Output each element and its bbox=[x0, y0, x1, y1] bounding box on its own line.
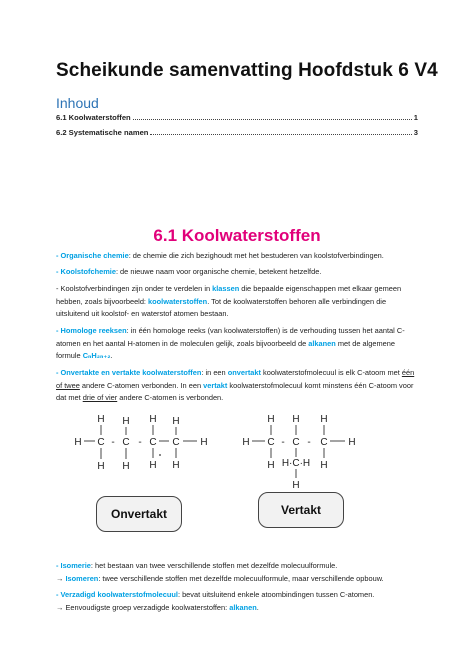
text-run: . bbox=[110, 351, 113, 360]
svg-text:H: H bbox=[172, 460, 180, 471]
svg-text:H: H bbox=[122, 416, 130, 427]
svg-text:-: - bbox=[111, 437, 115, 448]
svg-text:H: H bbox=[74, 437, 82, 448]
definition: : de chemie die zich bezighoudt met het bestuderen van koolstofverbindingen. bbox=[128, 251, 384, 260]
svg-text:C: C bbox=[122, 437, 130, 448]
svg-text:H: H bbox=[320, 460, 328, 471]
term: Verzadigd koolwaterstofmolecuul bbox=[60, 590, 178, 599]
text-run: : bevat uitsluitend enkele atoombindingen tussen C-atomen. bbox=[177, 590, 375, 599]
svg-text:H: H bbox=[200, 437, 208, 448]
unbranched-butane-structure bbox=[74, 414, 207, 472]
text-run: koolwaterstofmolecuul is elk C-atoom met bbox=[260, 368, 402, 377]
bullet-dash: - bbox=[56, 267, 61, 276]
underlined-text: één of twee bbox=[56, 368, 415, 390]
text-run: . bbox=[256, 602, 259, 612]
paragraph-homologous-series bbox=[56, 325, 420, 363]
term: Homologe reeksen bbox=[60, 326, 127, 335]
svg-text:H: H bbox=[149, 460, 157, 471]
text-run: : in één homologe reeks (van koolwaterstoffen) is de verhouding tussen het aantal C-atomen en het aantal H-atomen in de moleculen gelijk, zoals bijvoorbeeld de bbox=[56, 326, 405, 348]
bullet-dash: - bbox=[56, 590, 61, 599]
svg-text:H: H bbox=[348, 437, 356, 448]
term: Koolstofchemie bbox=[60, 267, 116, 276]
svg-text:C: C bbox=[320, 437, 328, 448]
paragraph-saturated bbox=[56, 589, 420, 614]
term: Organische chemie bbox=[60, 251, 129, 260]
text-run: - Koolstofverbindingen zijn onder te verdelen in bbox=[56, 284, 213, 293]
svg-text:C: C bbox=[292, 437, 300, 448]
text-run: die bepaalde eigenschappen met elkaar gemeen hebben, zoals bijvoorbeeld: bbox=[56, 284, 402, 306]
toc-entry[interactable] bbox=[56, 113, 418, 122]
arrow-icon: → bbox=[56, 602, 66, 612]
bullet-dash: - bbox=[56, 368, 61, 377]
svg-text:C: C bbox=[97, 437, 105, 448]
page-title: Scheikunde samenvatting Hoofdstuk 6 V4 bbox=[56, 60, 438, 81]
toc-leader-dots bbox=[150, 134, 411, 135]
term: onvertakt bbox=[227, 368, 261, 377]
svg-text:H: H bbox=[292, 414, 300, 425]
term: alkanen bbox=[308, 338, 336, 348]
text-run: met de algemene formule bbox=[56, 338, 395, 360]
definition: : de nieuwe naam voor organische chemie, betekent hetzelfde. bbox=[115, 267, 322, 276]
bullet-dash: - bbox=[56, 251, 61, 260]
text-run: : het bestaan van twee verschillende stoffen met dezelfde molecuulformule. bbox=[90, 561, 338, 570]
svg-text:H: H bbox=[149, 414, 157, 425]
term: alkanen bbox=[229, 602, 257, 612]
toc-entry[interactable] bbox=[56, 128, 418, 137]
unbranched-label-box: Onvertakt bbox=[96, 496, 182, 532]
svg-text:-: - bbox=[138, 437, 142, 448]
arrow-icon: → bbox=[56, 573, 66, 583]
term: Isomerie bbox=[60, 561, 91, 570]
general-formula: CₙH₂ₙ₊₂ bbox=[82, 351, 111, 360]
term: koolwaterstoffen bbox=[148, 296, 208, 306]
svg-text:H·C·H: H·C·H bbox=[281, 458, 311, 469]
section-heading: 6.1 Koolwaterstoffen bbox=[153, 226, 321, 245]
svg-text:C: C bbox=[149, 437, 157, 448]
paragraph-branched bbox=[56, 367, 420, 405]
branched-isobutane-structure bbox=[242, 414, 355, 491]
svg-text:C: C bbox=[267, 437, 275, 448]
svg-text:-: - bbox=[307, 437, 311, 448]
svg-text:H: H bbox=[122, 461, 130, 472]
toc-leader-dots bbox=[133, 119, 412, 120]
text-run: andere C-atomen verbonden. In een bbox=[79, 380, 204, 390]
svg-text:H: H bbox=[292, 480, 300, 491]
text-run: : twee verschillende stoffen met dezelfde molecuulformule, maar verschillende opbouw. bbox=[98, 573, 384, 583]
paragraph-carbon-chemistry bbox=[56, 266, 420, 279]
svg-text:H: H bbox=[267, 460, 275, 471]
bullet-dash: - bbox=[56, 561, 61, 570]
text-run: koolwaterstofmolecuul komt minstens één C-atoom voor dat met bbox=[56, 380, 414, 402]
svg-text:H: H bbox=[320, 414, 328, 425]
term: Isomeren bbox=[65, 573, 99, 583]
branched-label-box: Vertakt bbox=[258, 492, 344, 528]
text-run: . Tot de koolwaterstoffen behoren alle verbindingen die uitsluitend uit koolstof- en waterstof atomen bestaan. bbox=[56, 296, 387, 318]
term: vertakt bbox=[203, 380, 228, 390]
toc-entry-label: 6.1 Koolwaterstoffen bbox=[56, 113, 131, 122]
bullet-dash: - bbox=[56, 326, 61, 335]
svg-text:H: H bbox=[267, 414, 275, 425]
svg-text:H: H bbox=[172, 416, 180, 427]
text-run: : in een bbox=[201, 368, 228, 377]
svg-text:C: C bbox=[172, 437, 180, 448]
paragraph-isomerism bbox=[56, 560, 420, 585]
toc-entry-page: 1 bbox=[413, 113, 418, 122]
svg-text:-: - bbox=[281, 437, 285, 448]
term: Onvertakte en vertakte koolwaterstoffen bbox=[60, 368, 202, 377]
svg-text:H: H bbox=[97, 461, 105, 472]
svg-text:H: H bbox=[242, 437, 250, 448]
text-run: andere C-atomen is verbonden. bbox=[117, 393, 224, 402]
term: klassen bbox=[212, 284, 240, 293]
toc-entry-label: 6.2 Systematische namen bbox=[56, 128, 149, 137]
underlined-text: drie of vier bbox=[82, 393, 118, 402]
toc-heading: Inhoud bbox=[56, 95, 99, 111]
svg-text:H: H bbox=[97, 414, 105, 425]
toc-entry-page: 3 bbox=[413, 128, 418, 137]
paragraph-classes bbox=[56, 283, 420, 321]
paragraph-organic-chemistry bbox=[56, 250, 420, 263]
text-run: Eenvoudigste groep verzadigde koolwaterstoffen: bbox=[65, 602, 230, 612]
